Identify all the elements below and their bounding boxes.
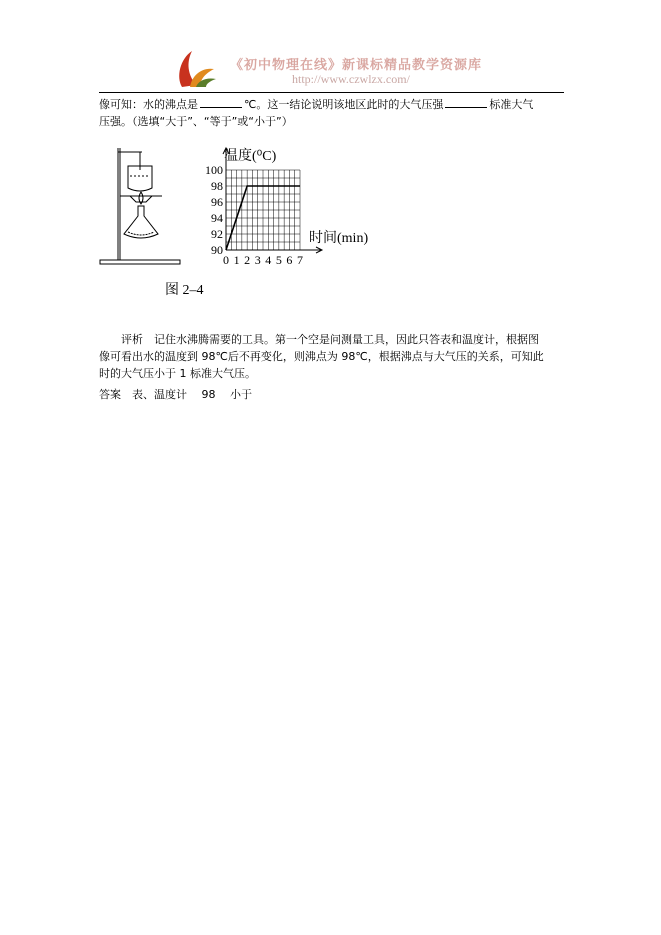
question-text-b: ℃。这一结论说明该地区此时的大气压强 bbox=[244, 98, 444, 111]
x-tick-label: 3 bbox=[254, 253, 261, 267]
answer-blank-1 bbox=[200, 98, 242, 108]
analysis bbox=[99, 331, 564, 382]
analysis-line-3: 时的大气压小于 1 标准大气压。 bbox=[99, 367, 256, 380]
question-line-2: 压强。（选填“大于”、“等于”或“小于”） bbox=[99, 115, 293, 128]
figure-caption: 图 2–4 bbox=[165, 283, 204, 298]
x-tick-label: 6 bbox=[286, 253, 293, 267]
page-header bbox=[0, 0, 661, 95]
x-tick-label: 7 bbox=[297, 253, 303, 267]
figure-svg bbox=[96, 140, 369, 280]
y-tick-label: 92 bbox=[211, 227, 223, 241]
y-axis-label: 温度(⁰C) bbox=[224, 149, 277, 164]
x-tick-label: 5 bbox=[275, 253, 282, 267]
x-tick-label: 2 bbox=[244, 253, 251, 267]
question-text-c: 标准大气 bbox=[489, 98, 534, 111]
analysis-text-1: 评析 记住水沸腾需要的工具。第一个空是问测量工具，因此只答表和温度计，根据图 bbox=[121, 333, 539, 346]
y-tick-label: 90 bbox=[211, 243, 223, 257]
question-text-a: 像可知：水的沸点是 bbox=[99, 98, 198, 111]
x-tick-label: 1 bbox=[233, 253, 240, 267]
figure bbox=[96, 140, 369, 300]
header-divider bbox=[99, 92, 564, 93]
y-tick-label: 98 bbox=[211, 179, 223, 193]
x-tick-label: 4 bbox=[265, 253, 272, 267]
logo-icon bbox=[172, 47, 218, 91]
temperature-time-chart bbox=[205, 147, 368, 267]
y-tick-label: 96 bbox=[211, 195, 223, 209]
question-line-1 bbox=[99, 96, 533, 113]
y-tick-label: 94 bbox=[211, 211, 223, 225]
answer-blank-2 bbox=[445, 98, 487, 108]
header-title: 《初中物理在线》新课标精品教学资源库 bbox=[230, 58, 483, 73]
y-tick-label: 100 bbox=[205, 163, 223, 177]
x-axis-label: 时间(min) bbox=[309, 231, 369, 246]
answer-line: 答案 表、温度计 98 小于 bbox=[99, 388, 252, 401]
analysis-line-2: 像可看出水的温度到 98℃后不再变化，则沸点为 98℃，根据沸点与大气压的关系，可知此 bbox=[99, 350, 544, 363]
boiling-apparatus bbox=[100, 148, 180, 264]
header-url: http://www.czwlzx.com/ bbox=[292, 72, 410, 86]
analysis-line-1 bbox=[99, 331, 564, 348]
x-tick-label: 0 bbox=[223, 253, 229, 267]
